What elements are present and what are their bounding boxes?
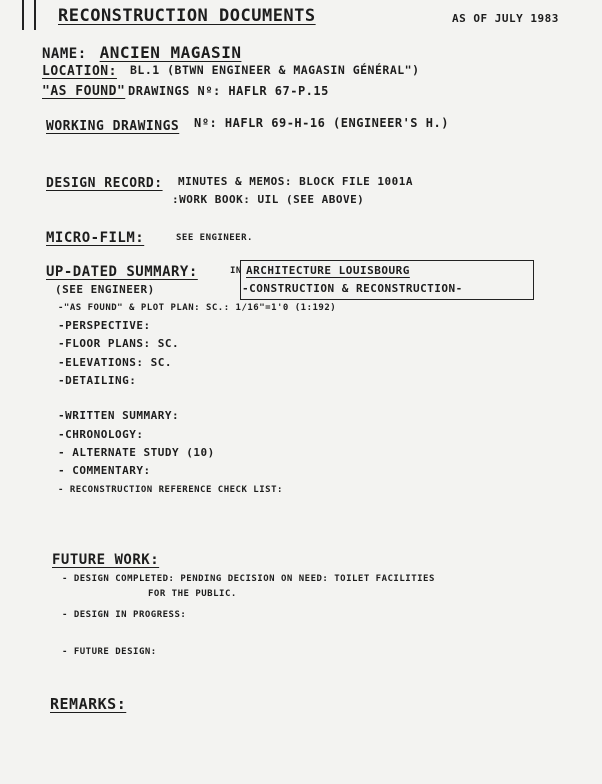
- location-label: LOCATION:: [42, 64, 117, 79]
- future-design-completed-2: FOR THE PUBLIC.: [148, 589, 237, 599]
- microfilm-label: MICRO-FILM:: [46, 230, 145, 246]
- updated-item-floor-plans: -FLOOR PLANS: SC.: [58, 337, 180, 350]
- future-future-design: - FUTURE DESIGN:: [62, 647, 157, 657]
- document-date: AS OF JULY 1983: [452, 12, 559, 25]
- updated-item-reference-checklist: - RECONSTRUCTION REFERENCE CHECK LIST:: [58, 485, 283, 495]
- document-title: RECONSTRUCTION DOCUMENTS: [58, 6, 316, 26]
- working-drawings-label: WORKING DRAWINGS: [46, 119, 180, 134]
- location-value: BL.1 (BTWN ENGINEER & MAGASIN GÉNÉRAL"): [130, 63, 420, 77]
- updated-item-alternate-study: - ALTERNATE STUDY (10): [58, 446, 215, 459]
- name-label: NAME:: [42, 46, 87, 62]
- updated-summary-in: IN: [230, 266, 242, 276]
- updated-item-elevations: -ELEVATIONS: SC.: [58, 356, 172, 369]
- binder-mark-right: [34, 0, 36, 30]
- updated-item-chronology: -CHRONOLOGY:: [58, 428, 144, 441]
- updated-summary-see: (SEE ENGINEER): [55, 283, 155, 296]
- remarks-label: REMARKS:: [50, 695, 127, 713]
- updated-item-as-found: -"AS FOUND" & PLOT PLAN: SC.: 1/16"=1'0 (1:192): [58, 303, 337, 313]
- binder-mark-left: [22, 0, 24, 30]
- name-value: ANCIEN MAGASIN: [99, 43, 242, 62]
- as-found-value: DRAWINGS Nº: HAFLR 67-P.15: [128, 84, 329, 98]
- updated-summary-box-line-2: -CONSTRUCTION & RECONSTRUCTION-: [242, 282, 463, 295]
- as-found-label: "AS FOUND": [42, 84, 126, 99]
- updated-item-commentary: - COMMENTARY:: [58, 464, 151, 477]
- future-design-completed-1: - DESIGN COMPLETED: PENDING DECISION ON NEED: TOILET FACILITIES: [62, 574, 435, 584]
- updated-item-written-summary: -WRITTEN SUMMARY:: [58, 409, 180, 422]
- updated-item-detailing: -DETAILING:: [58, 374, 137, 387]
- design-record-line-1: MINUTES & MEMOS: BLOCK FILE 1001A: [178, 175, 414, 188]
- updated-summary-box-line-1: ARCHITECTURE LOUISBOURG: [246, 264, 410, 277]
- updated-item-perspective: -PERSPECTIVE:: [58, 319, 151, 332]
- microfilm-value: SEE ENGINEER.: [176, 233, 253, 243]
- design-record-label: DESIGN RECORD:: [46, 176, 163, 191]
- updated-summary-label: UP-DATED SUMMARY:: [46, 264, 198, 280]
- design-record-line-2: :WORK BOOK: UIL (SEE ABOVE): [172, 193, 365, 206]
- future-work-label: FUTURE WORK:: [52, 552, 160, 568]
- name-row: [42, 45, 241, 61]
- future-design-in-progress: - DESIGN IN PROGRESS:: [62, 610, 187, 620]
- working-drawings-value: Nº: HAFLR 69-H-16 (ENGINEER'S H.): [194, 116, 449, 130]
